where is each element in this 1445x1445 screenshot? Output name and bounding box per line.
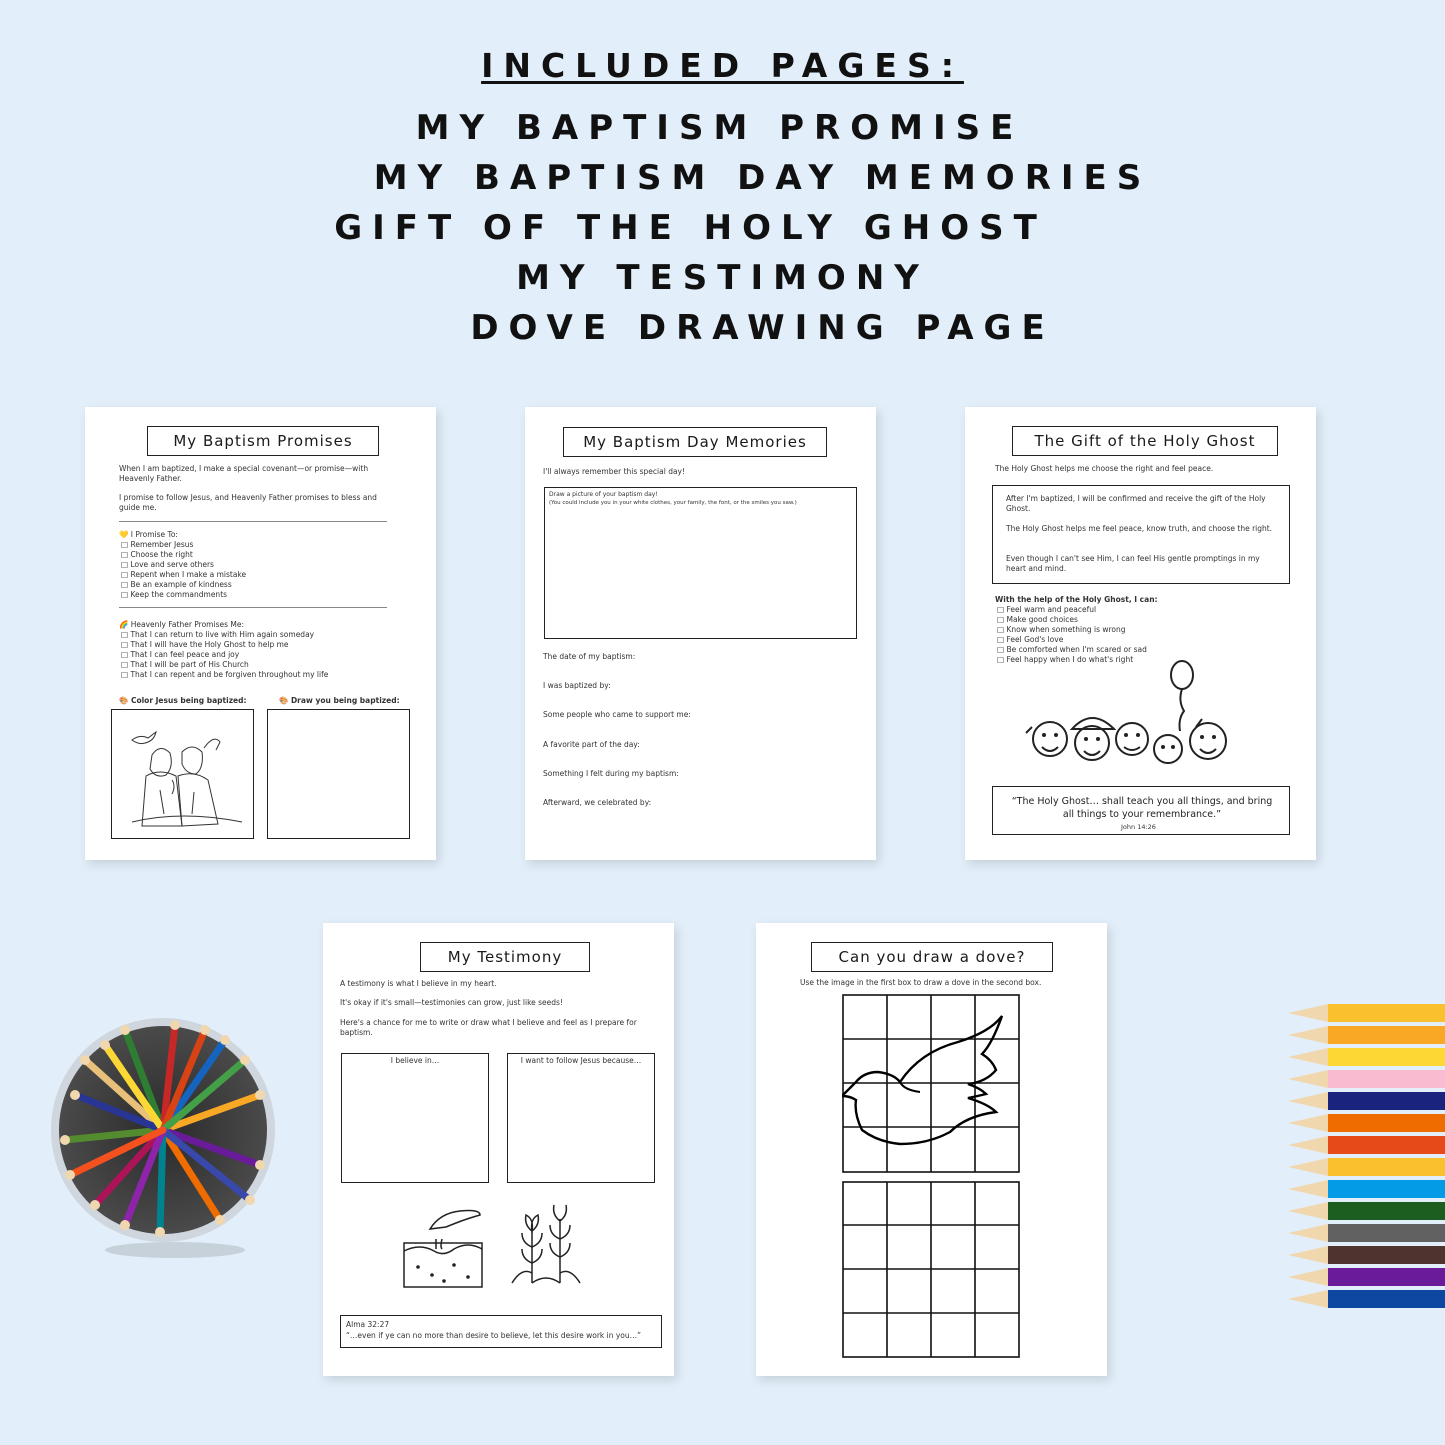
intro-text: It's okay if it's small—testimonies can grow, just like seeds!: [340, 998, 563, 1007]
father-heading: 🌈 Heavenly Father Promises Me:: [119, 620, 244, 629]
header-line-5: DOVE DRAWING PAGE: [470, 308, 1055, 348]
prompt-text: Some people who came to support me:: [543, 710, 691, 719]
header-line-4: MY TESTIMONY: [516, 258, 929, 298]
page-title: The Gift of the Holy Ghost: [1012, 426, 1278, 456]
quote-text: “The Holy Ghost… shall teach you all things, and bring all things to your remembrance.”: [1011, 796, 1273, 820]
drawing-box: [544, 487, 857, 639]
header-line-1: MY BAPTISM PROMISE: [415, 108, 1024, 148]
dove-reference-grid: [842, 994, 1020, 1173]
hand-planting-seed-icon: [398, 1201, 498, 1291]
coloring-box: [111, 709, 254, 839]
jesus-baptism-illustration: [112, 710, 253, 838]
list-item: □ Feel happy when I do what's right: [997, 655, 1134, 664]
divider: [119, 521, 387, 522]
children-balloon-illustration: [1020, 657, 1270, 772]
intro-text: When I am baptized, I make a special covenant—or promise—with Heavenly Father.: [119, 464, 369, 483]
writing-box: [507, 1053, 655, 1183]
list-item: □ Know when something is wrong: [997, 625, 1126, 634]
list-item: □ Choose the right: [121, 550, 193, 559]
page-title: My Testimony: [420, 942, 590, 972]
page-title: Can you draw a dove?: [811, 942, 1053, 972]
promise-heading: 💛 I Promise To:: [119, 530, 178, 539]
info-text: The Holy Ghost helps me feel peace, know truth, and choose the right.: [1006, 524, 1273, 533]
list-item: □ Love and serve others: [121, 560, 214, 569]
page-my-testimony: [323, 923, 674, 1376]
intro-text: A testimony is what I believe in my heart.: [340, 979, 497, 988]
info-text: Even though I can't see Him, I can feel His gentle promptings in my heart and mind.: [1006, 554, 1260, 573]
prompt-text: The date of my baptism:: [543, 652, 636, 661]
writing-box: [341, 1053, 489, 1183]
intro-text: Here's a chance for me to write or draw what I believe and feel as I prepare for baptism.: [340, 1018, 637, 1037]
instruction-text: Use the image in the first box to draw a dove in the second box.: [800, 978, 1042, 987]
quote-box: [992, 786, 1290, 835]
intro-text-2: I promise to follow Jesus, and Heavenly Father promises to bless and guide me.: [119, 493, 377, 512]
list-item: □ Feel warm and peaceful: [997, 605, 1097, 614]
header-title: INCLUDED PAGES:: [481, 46, 964, 85]
box-instruction: Draw a picture of your baptism day!: [549, 491, 658, 498]
intro-text: I'll always remember this special day!: [543, 467, 685, 476]
colored-pencils-decoration: [1288, 998, 1445, 1308]
box-label: I want to follow Jesus because…: [520, 1056, 642, 1065]
page-gift-holy-ghost: [965, 407, 1316, 860]
list-item: □ Be comforted when I'm scared or sad: [997, 645, 1147, 654]
list-item: □ Make good choices: [997, 615, 1078, 624]
list-item: □ Feel God's love: [997, 635, 1064, 644]
list-item: □ Remember Jesus: [121, 540, 194, 549]
scripture-box: [340, 1315, 662, 1348]
page-baptism-day-memories: [525, 407, 876, 860]
prompt-text: I was baptized by:: [543, 681, 611, 690]
quote-reference: John 14:26: [1121, 823, 1156, 831]
scripture-reference: Alma 32:27: [346, 1320, 390, 1329]
page-title: My Baptism Promises: [147, 426, 379, 456]
prompt-text: A favorite part of the day:: [543, 740, 640, 749]
pencil-cup-decoration: [45, 1000, 305, 1260]
list-item: □ Keep the commandments: [121, 590, 228, 599]
scripture-text: “…even if ye can no more than desire to believe, let this desire work in you…”: [346, 1331, 642, 1340]
list-item: □ Repent when I make a mistake: [121, 570, 247, 579]
info-box: [992, 485, 1290, 584]
draw-label: 🎨 Draw you being baptized:: [279, 696, 400, 705]
header-line-2: MY BAPTISM DAY MEMORIES: [373, 158, 1152, 198]
list-item: □ That I can feel peace and joy: [121, 650, 240, 659]
list-item: □ That I can return to live with Him again someday: [121, 630, 315, 639]
info-text: After I'm baptized, I will be confirmed and receive the gift of the Holy Ghost.: [1006, 494, 1266, 513]
dove-drawing-grid: [842, 1181, 1020, 1358]
list-item: □ That I will be part of His Church: [121, 660, 249, 669]
color-label: 🎨 Color Jesus being baptized:: [119, 696, 247, 705]
box-hint: (You could include you in your white clothes, your family, the font, or the smiles you saw.): [549, 500, 797, 506]
page-title: My Baptism Day Memories: [563, 427, 827, 457]
prompt-text: Afterward, we celebrated by:: [543, 798, 652, 807]
page-baptism-promises: [85, 407, 436, 860]
list-item: □ Be an example of kindness: [121, 580, 232, 589]
header-line-3: GIFT OF THE HOLY GHOST: [334, 208, 1047, 248]
list-item: □ That I can repent and be forgiven throughout my life: [121, 670, 329, 679]
drawing-box: [267, 709, 410, 839]
list-item: □ That I will have the Holy Ghost to help me: [121, 640, 289, 649]
help-heading: With the help of the Holy Ghost, I can:: [995, 595, 1158, 604]
box-label: I believe in…: [390, 1056, 440, 1065]
divider: [119, 607, 387, 608]
wheat-plant-icon: [508, 1201, 588, 1286]
page-draw-a-dove: [756, 923, 1107, 1376]
prompt-text: Something I felt during my baptism:: [543, 769, 679, 778]
intro-text: The Holy Ghost helps me choose the right and feel peace.: [995, 464, 1214, 473]
